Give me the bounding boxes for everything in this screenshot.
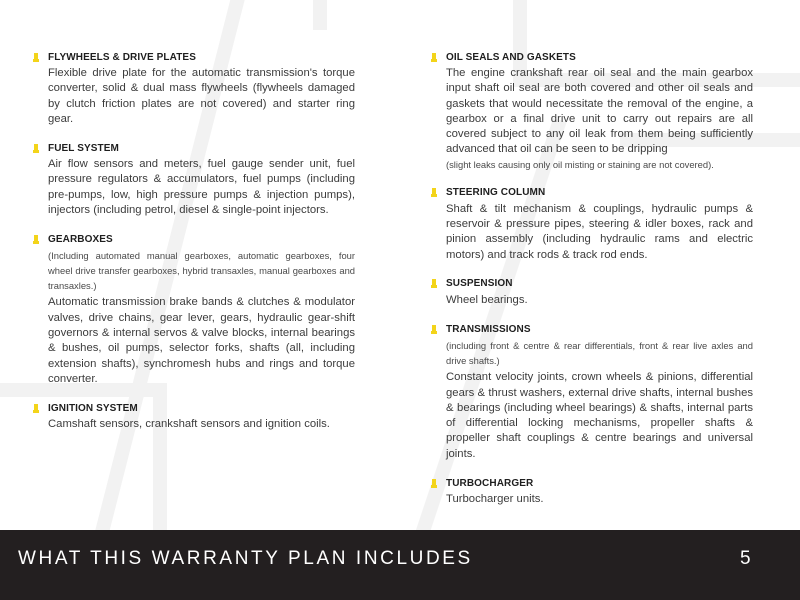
section-heading xyxy=(431,186,753,200)
section-heading xyxy=(33,141,355,155)
section-heading xyxy=(33,50,355,64)
pin-bullet-icon xyxy=(431,53,437,62)
section xyxy=(431,476,753,507)
pin-bullet-icon xyxy=(33,235,39,244)
section-body: Shaft & tilt mechanism & couplings, hydraulic pumps & reservoir & pressure pipes, steering & idler boxes, rack and pinion assembly (including hydraulic rams and electric motors) and track rods & track rod ends. xyxy=(446,202,753,261)
section-heading xyxy=(431,322,753,336)
pin-bullet-icon xyxy=(431,279,437,288)
section-heading xyxy=(431,277,753,291)
section-body: Camshaft sensors, crankshaft sensors and ignition coils. xyxy=(48,418,330,431)
section-title: STEERING COLUMN xyxy=(446,187,546,199)
right-column xyxy=(431,50,753,521)
section xyxy=(431,50,753,172)
page-number: 5 xyxy=(740,548,751,569)
section-note: (including front & centre & rear differentials, front & rear live axles and drive shafts.) xyxy=(446,340,753,367)
pin-bullet-icon xyxy=(431,479,437,488)
section-footnote: (slight leaks causing only oil misting or staining are not covered). xyxy=(446,158,714,170)
section-body: Flexible drive plate for the automatic transmission's torque converter, solid & dual mass flywheels (flywheels damaged by clutch friction plates are not covered) and starter ring gear. xyxy=(48,67,355,125)
section-body: Wheel bearings. xyxy=(446,293,528,306)
pin-bullet-icon xyxy=(33,404,39,413)
section-body: Automatic transmission brake bands & clutches & modulator valves, drive chains, gear lever, gears, hydraulic gear-shift governors & internal servos & valve blocks, internal bearings & bushes, oil pumps, selector forks, shafts (all, including extension shafts), synchromesh hubs and rings and torque converter. xyxy=(48,296,355,385)
section-title: TURBOCHARGER xyxy=(446,477,534,489)
section xyxy=(33,141,355,218)
section-title: OIL SEALS AND GASKETS xyxy=(446,51,576,63)
section-body: Air flow sensors and meters, fuel gauge sender unit, fuel pressure regulators & accumulators, fuel pumps (including pre-pumps, low, high pressure pumps & injection pumps), injectors (including petrol, diesel & single-point injectors. xyxy=(48,158,355,217)
section-title: GEARBOXES xyxy=(48,233,113,245)
pin-bullet-icon xyxy=(33,53,39,62)
section-title: TRANSMISSIONS xyxy=(446,323,531,335)
section-body: The engine crankshaft rear oil seal and the main gearbox input shaft oil seal are both covered and other oil seals and gaskets that would necessitate the removal of the engine, a gearbox or a final drive unit to carry out repairs are all covered subject to any oil leak from them being sufficiently advanced that oil can be seen to be dripping xyxy=(446,67,753,156)
section-body: Constant velocity joints, crown wheels & pinions, differential gears & thrust washers, external drive shafts, internal bushes & bearings (including wheel bearings) & shafts, internal parts of differential locking mechanisms, propeller shafts & propeller shaft couplings & centre bearings and universal joints. xyxy=(446,371,753,460)
section-heading xyxy=(431,50,753,64)
footer-bar xyxy=(0,530,800,600)
footer-title: WHAT THIS WARRANTY PLAN INCLUDES xyxy=(18,548,473,569)
left-column xyxy=(33,50,355,446)
section xyxy=(33,50,355,127)
pin-bullet-icon xyxy=(431,325,437,334)
section xyxy=(431,277,753,308)
pin-bullet-icon xyxy=(33,144,39,153)
pin-bullet-icon xyxy=(431,188,437,197)
section-title: FLYWHEELS & DRIVE PLATES xyxy=(48,51,196,63)
section-title: SUSPENSION xyxy=(446,278,513,290)
section-body: Turbocharger units. xyxy=(446,493,544,506)
section-note: (Including automated manual gearboxes, automatic gearboxes, four wheel drive transfer gearboxes, hybrid transaxles, manual gearboxes and transaxles.) xyxy=(48,250,355,292)
section-heading xyxy=(33,232,355,246)
section-title: IGNITION SYSTEM xyxy=(48,402,138,414)
section xyxy=(431,322,753,462)
section xyxy=(33,401,355,432)
section-heading xyxy=(33,401,355,415)
section xyxy=(431,186,753,263)
section xyxy=(33,232,355,387)
section-title: FUEL SYSTEM xyxy=(48,142,119,154)
section-heading xyxy=(431,476,753,490)
